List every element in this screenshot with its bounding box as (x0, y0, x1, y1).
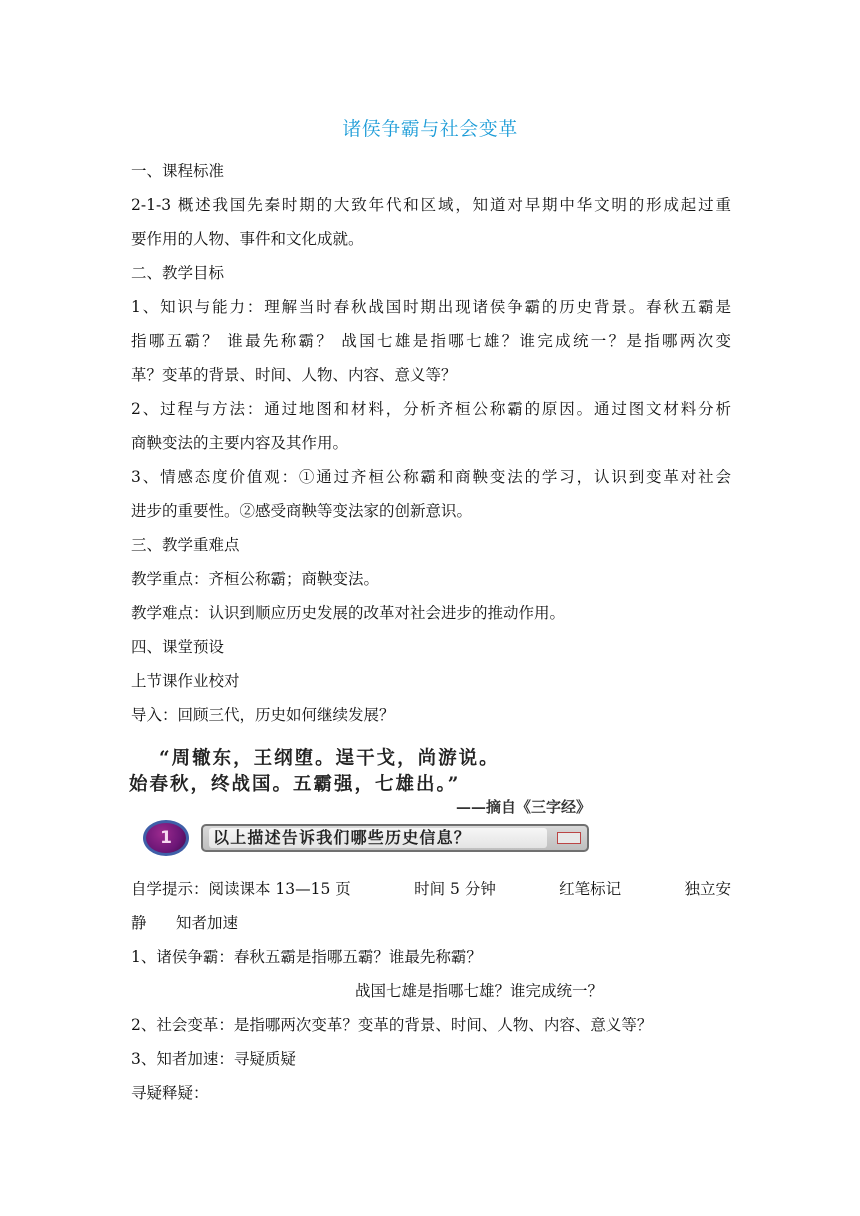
study-item: 2、社会变革：是指哪两次变革？变革的背景、时间、人物、内容、意义等？ (131, 1016, 653, 1034)
goal-text-line: 进步的重要性。②感受商鞅等变法家的创新意识。 (131, 502, 473, 520)
number-badge: 1 (143, 820, 189, 856)
quote-line: 始春秋，终战国。五霸强，七雄出。” (129, 774, 461, 795)
question-bar (201, 824, 589, 852)
goal-text-line: 2、过程与方法：通过地图和材料，分析齐桓公称霸的原因。通过图文材料分析 (131, 400, 731, 418)
self-study-hint-cont: 静 知者加速 (131, 914, 239, 932)
goal-text-line: 3、情感态度价值观：①通过齐桓公称霸和商鞅变法的学习，认识到变革对社会 (131, 468, 731, 486)
section-heading-goals: 二、教学目标 (131, 264, 225, 282)
study-item-cont: 战国七雄是指哪七雄？谁完成统一？ (355, 982, 604, 1000)
focus-difficult-text: 教学难点：认识到顺应历史发展的改革对社会进步的推动作用。 (131, 604, 566, 622)
self-study-hint (131, 872, 731, 906)
goal-text-line: 商鞅变法的主要内容及其作用。 (131, 434, 349, 452)
hint-time: 时间 5 分钟 (414, 880, 496, 898)
section-heading-standard: 一、课程标准 (131, 162, 225, 180)
standard-text-line: 要作用的人物、事件和文化成就。 (131, 230, 364, 248)
hint-mark: 红笔标记 (559, 880, 622, 898)
study-item: 3、知者加速：寻疑质疑 (131, 1050, 296, 1068)
quote-box (129, 740, 591, 816)
doubt-label: 寻疑释疑： (131, 1084, 209, 1102)
question-banner (143, 820, 589, 856)
hint-reading: 自学提示：阅读课本 13—15 页 (131, 880, 351, 898)
study-item: 1、诸侯争霸：春秋五霸是指哪五霸？谁最先称霸？ (131, 948, 482, 966)
section-heading-preset: 四、课堂预设 (131, 638, 225, 656)
hint-quiet: 独立安 (684, 880, 731, 898)
goal-text-line: 革？变革的背景、时间、人物、内容、意义等？ (131, 366, 457, 384)
quote-source: ——摘自《三字经》 (455, 798, 591, 816)
quote-line: “周辙东，王纲堕。逞干戈，尚游说。 (159, 748, 500, 769)
section-heading-focus: 三、教学重难点 (131, 536, 240, 554)
focus-key-text: 教学重点：齐桓公称霸；商鞅变法。 (131, 570, 380, 588)
quote-figure (129, 740, 591, 864)
flag-icon (557, 832, 581, 844)
standard-text-line: 2-1-3 概述我国先秦时期的大致年代和区域，知道对早期中华文明的形成起过重 (131, 196, 731, 214)
question-text: 以上描述告诉我们哪些历史信息？ (213, 828, 472, 847)
document-body (131, 154, 731, 1110)
goal-text-line: 1、知识与能力：理解当时春秋战国时期出现诸侯争霸的历史背景。春秋五霸是 (131, 298, 731, 316)
homework-check-text: 上节课作业校对 (131, 672, 240, 690)
intro-text: 导入：回顾三代，历史如何继续发展？ (131, 706, 395, 724)
page-title: 诸侯争霸与社会变革 (342, 118, 518, 140)
goal-text-line: 指哪五霸？ 谁最先称霸？ 战国七雄是指哪七雄？谁完成统一？是指哪两次变 (131, 332, 731, 350)
